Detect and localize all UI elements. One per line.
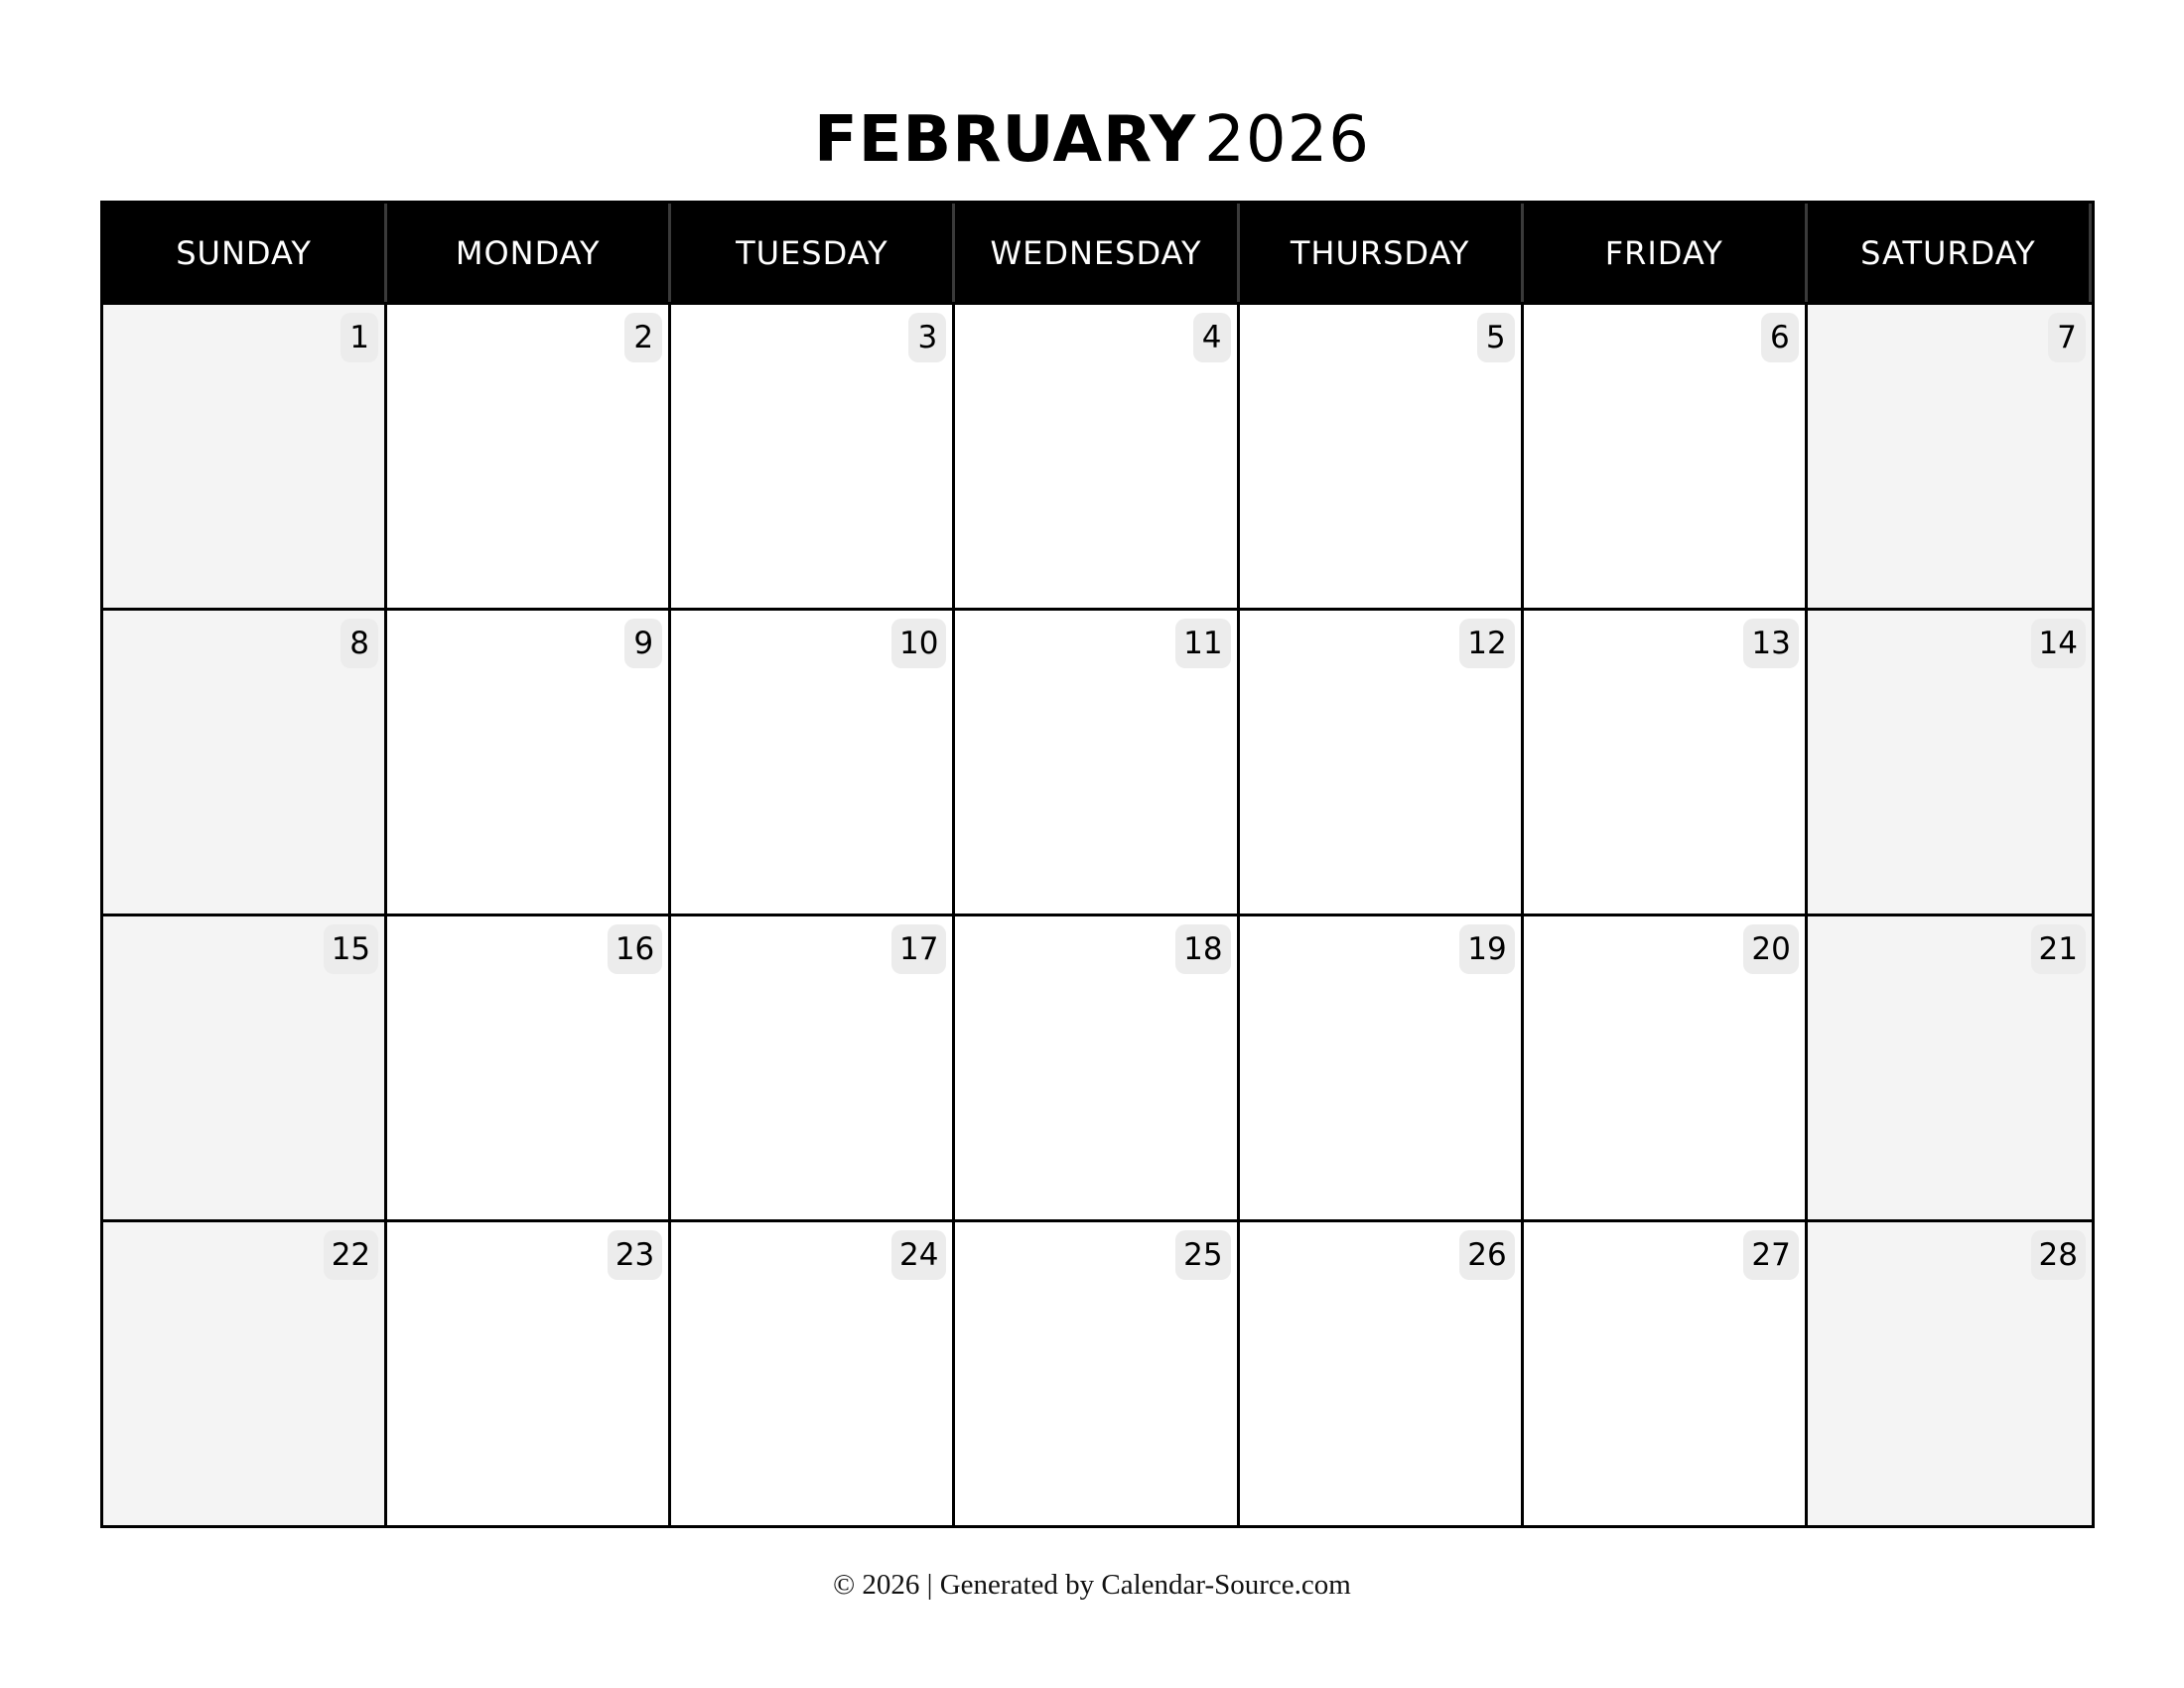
day-cell[interactable] bbox=[955, 914, 1239, 1219]
day-cell[interactable] bbox=[671, 302, 955, 608]
day-number: 13 bbox=[1743, 619, 1798, 668]
day-number: 7 bbox=[2048, 313, 2086, 362]
day-cell[interactable] bbox=[1524, 1219, 1808, 1525]
day-number: 4 bbox=[1193, 313, 1231, 362]
day-cell[interactable] bbox=[1240, 302, 1524, 608]
day-cell[interactable] bbox=[1808, 608, 2092, 914]
day-number: 10 bbox=[891, 619, 946, 668]
day-number: 1 bbox=[341, 313, 378, 362]
day-cell[interactable] bbox=[1240, 914, 1524, 1219]
day-number: 12 bbox=[1459, 619, 1514, 668]
day-cell[interactable] bbox=[671, 1219, 955, 1525]
day-cell[interactable] bbox=[955, 1219, 1239, 1525]
day-number: 6 bbox=[1761, 313, 1799, 362]
title-year: 2026 bbox=[1204, 103, 1371, 177]
day-number: 3 bbox=[908, 313, 946, 362]
day-cell[interactable] bbox=[387, 608, 671, 914]
day-cell[interactable] bbox=[1524, 608, 1808, 914]
day-number: 8 bbox=[341, 619, 378, 668]
month-grid bbox=[100, 201, 2095, 1528]
weekday-header-sunday: SUNDAY bbox=[103, 204, 387, 302]
day-cell[interactable] bbox=[1240, 1219, 1524, 1525]
day-number: 17 bbox=[891, 924, 946, 974]
day-number: 2 bbox=[624, 313, 662, 362]
day-number: 23 bbox=[608, 1230, 662, 1280]
weekday-header-thursday: THURSDAY bbox=[1240, 204, 1524, 302]
day-cell[interactable] bbox=[387, 1219, 671, 1525]
day-cell[interactable] bbox=[387, 302, 671, 608]
day-cell[interactable] bbox=[387, 914, 671, 1219]
day-number: 16 bbox=[608, 924, 662, 974]
day-cell[interactable] bbox=[671, 608, 955, 914]
footer-credit: © 2026 | Generated by Calendar-Source.com bbox=[833, 1569, 1351, 1601]
day-number: 24 bbox=[891, 1230, 946, 1280]
day-cell[interactable] bbox=[671, 914, 955, 1219]
day-cell[interactable] bbox=[103, 302, 387, 608]
day-cell[interactable] bbox=[103, 914, 387, 1219]
day-number: 19 bbox=[1459, 924, 1514, 974]
day-cell[interactable] bbox=[1808, 302, 2092, 608]
day-number: 20 bbox=[1743, 924, 1798, 974]
day-cell[interactable] bbox=[955, 302, 1239, 608]
weekday-header-wednesday: WEDNESDAY bbox=[955, 204, 1239, 302]
day-cell[interactable] bbox=[103, 608, 387, 914]
day-cell[interactable] bbox=[1524, 302, 1808, 608]
day-number: 9 bbox=[624, 619, 662, 668]
day-cell[interactable] bbox=[1808, 914, 2092, 1219]
day-number: 15 bbox=[324, 924, 378, 974]
day-cell[interactable] bbox=[1524, 914, 1808, 1219]
day-number: 28 bbox=[2031, 1230, 2086, 1280]
day-number: 11 bbox=[1175, 619, 1230, 668]
day-number: 14 bbox=[2031, 619, 2086, 668]
weekday-header-friday: FRIDAY bbox=[1524, 204, 1808, 302]
day-number: 5 bbox=[1477, 313, 1515, 362]
day-number: 21 bbox=[2031, 924, 2086, 974]
day-number: 18 bbox=[1175, 924, 1230, 974]
day-number: 26 bbox=[1459, 1230, 1514, 1280]
day-cell[interactable] bbox=[1240, 608, 1524, 914]
day-number: 25 bbox=[1175, 1230, 1230, 1280]
day-cell[interactable] bbox=[955, 608, 1239, 914]
day-cell[interactable] bbox=[103, 1219, 387, 1525]
day-cell[interactable] bbox=[1808, 1219, 2092, 1525]
weekday-header-monday: MONDAY bbox=[387, 204, 671, 302]
calendar-title bbox=[0, 95, 2184, 185]
weekday-header-tuesday: TUESDAY bbox=[671, 204, 955, 302]
day-number: 27 bbox=[1743, 1230, 1798, 1280]
day-number: 22 bbox=[324, 1230, 378, 1280]
title-month: FEBRUARY bbox=[813, 103, 1197, 177]
weekday-header-saturday: SATURDAY bbox=[1808, 204, 2092, 302]
